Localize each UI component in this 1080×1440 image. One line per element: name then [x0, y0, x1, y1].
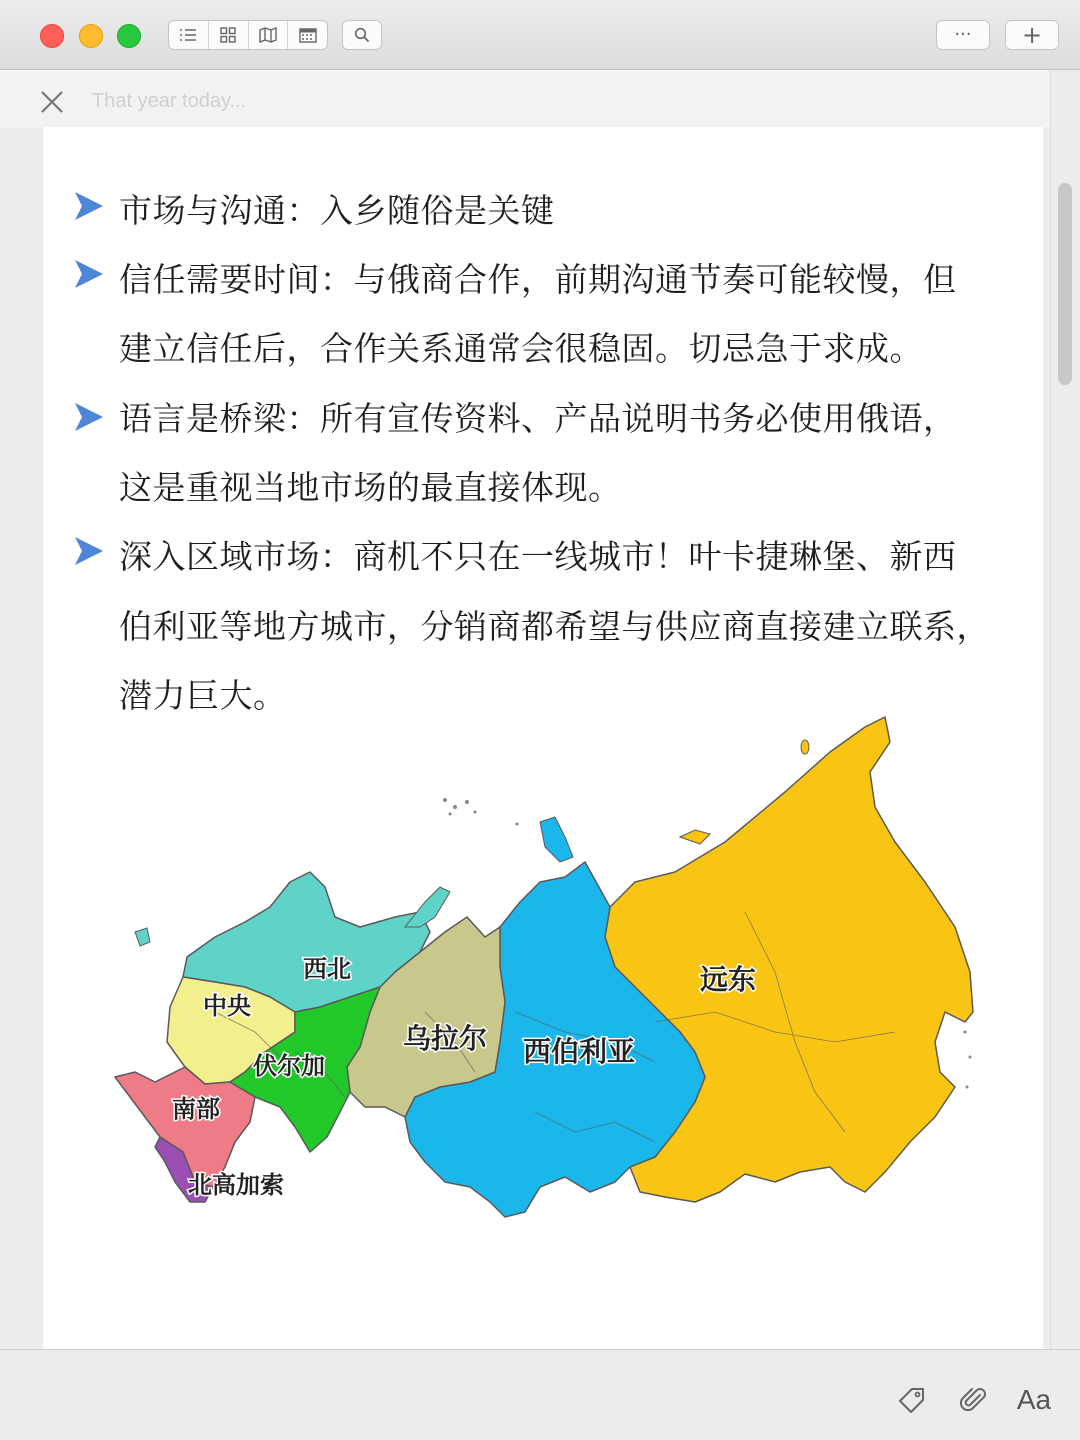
- more-label: ···: [954, 24, 972, 45]
- more-button[interactable]: [936, 20, 990, 50]
- blue-arrow-bullet-icon: [73, 402, 105, 432]
- region-label: 西北: [303, 955, 351, 983]
- close-entry-button[interactable]: [38, 88, 66, 116]
- close-window-button[interactable]: [40, 24, 64, 48]
- attach-button[interactable]: [958, 1384, 990, 1416]
- search-button[interactable]: [342, 20, 382, 50]
- region-label: 中央: [203, 992, 251, 1020]
- grid-icon: [220, 27, 236, 43]
- region-label: 伏尔加: [253, 1052, 325, 1080]
- list-icon: [179, 27, 197, 43]
- region-label: 乌拉尔: [403, 1022, 488, 1055]
- scrollbar-thumb[interactable]: [1058, 183, 1072, 385]
- bullet-line: 深入区域市场：商机不只在一线城市！叶卡捷琳堡、新西: [119, 537, 957, 576]
- map-icon: [259, 27, 277, 43]
- bullet-line: 潜力巨大。: [119, 676, 287, 715]
- font-format-label: Aa: [1016, 1384, 1052, 1415]
- window-titlebar: [0, 0, 1080, 70]
- add-label: +: [1021, 21, 1043, 49]
- font-format-button[interactable]: [1012, 1384, 1056, 1416]
- blue-arrow-bullet-icon: [73, 191, 105, 221]
- entry-title-input[interactable]: [92, 86, 792, 116]
- calendar-icon: [299, 27, 317, 43]
- map-view-button[interactable]: [249, 21, 289, 49]
- add-entry-button[interactable]: [1005, 20, 1059, 50]
- bullet-line: 这是重视当地市场的最直接体现。: [119, 468, 622, 507]
- bullet-line: 信任需要时间：与俄商合作，前期沟通节奏可能较慢，但: [119, 260, 957, 299]
- region-label: 南部: [172, 1095, 220, 1123]
- russia-federal-districts-map: [95, 712, 985, 1232]
- bullet-line: 伯利亚等地方城市，分销商都希望与供应商直接建立联系，: [119, 607, 990, 646]
- view-switcher: [168, 20, 328, 50]
- bullet-line: 市场与沟通：入乡随俗是关键: [119, 191, 555, 230]
- bullet-line: 建立信任后，合作关系通常会很稳固。切忌急于求成。: [119, 329, 923, 368]
- paperclip-icon: [960, 1386, 988, 1414]
- blue-arrow-bullet-icon: [73, 259, 105, 289]
- region-label: 西伯利亚: [523, 1035, 636, 1068]
- blue-arrow-bullet-icon: [73, 536, 105, 566]
- calendar-view-button[interactable]: [288, 21, 327, 49]
- minimize-window-button[interactable]: [79, 24, 103, 48]
- search-icon: [354, 27, 370, 43]
- list-view-button[interactable]: [169, 21, 209, 49]
- grid-view-button[interactable]: [209, 21, 249, 49]
- tag-button[interactable]: [896, 1384, 928, 1416]
- bullet-line: 语言是桥梁：所有宣传资料、产品说明书务必使用俄语，: [119, 399, 957, 438]
- tag-icon: [898, 1386, 926, 1414]
- close-icon: [39, 89, 65, 115]
- region-label: 北高加索: [188, 1171, 284, 1199]
- region-label: 远东: [700, 963, 757, 996]
- zoom-window-button[interactable]: [117, 24, 141, 48]
